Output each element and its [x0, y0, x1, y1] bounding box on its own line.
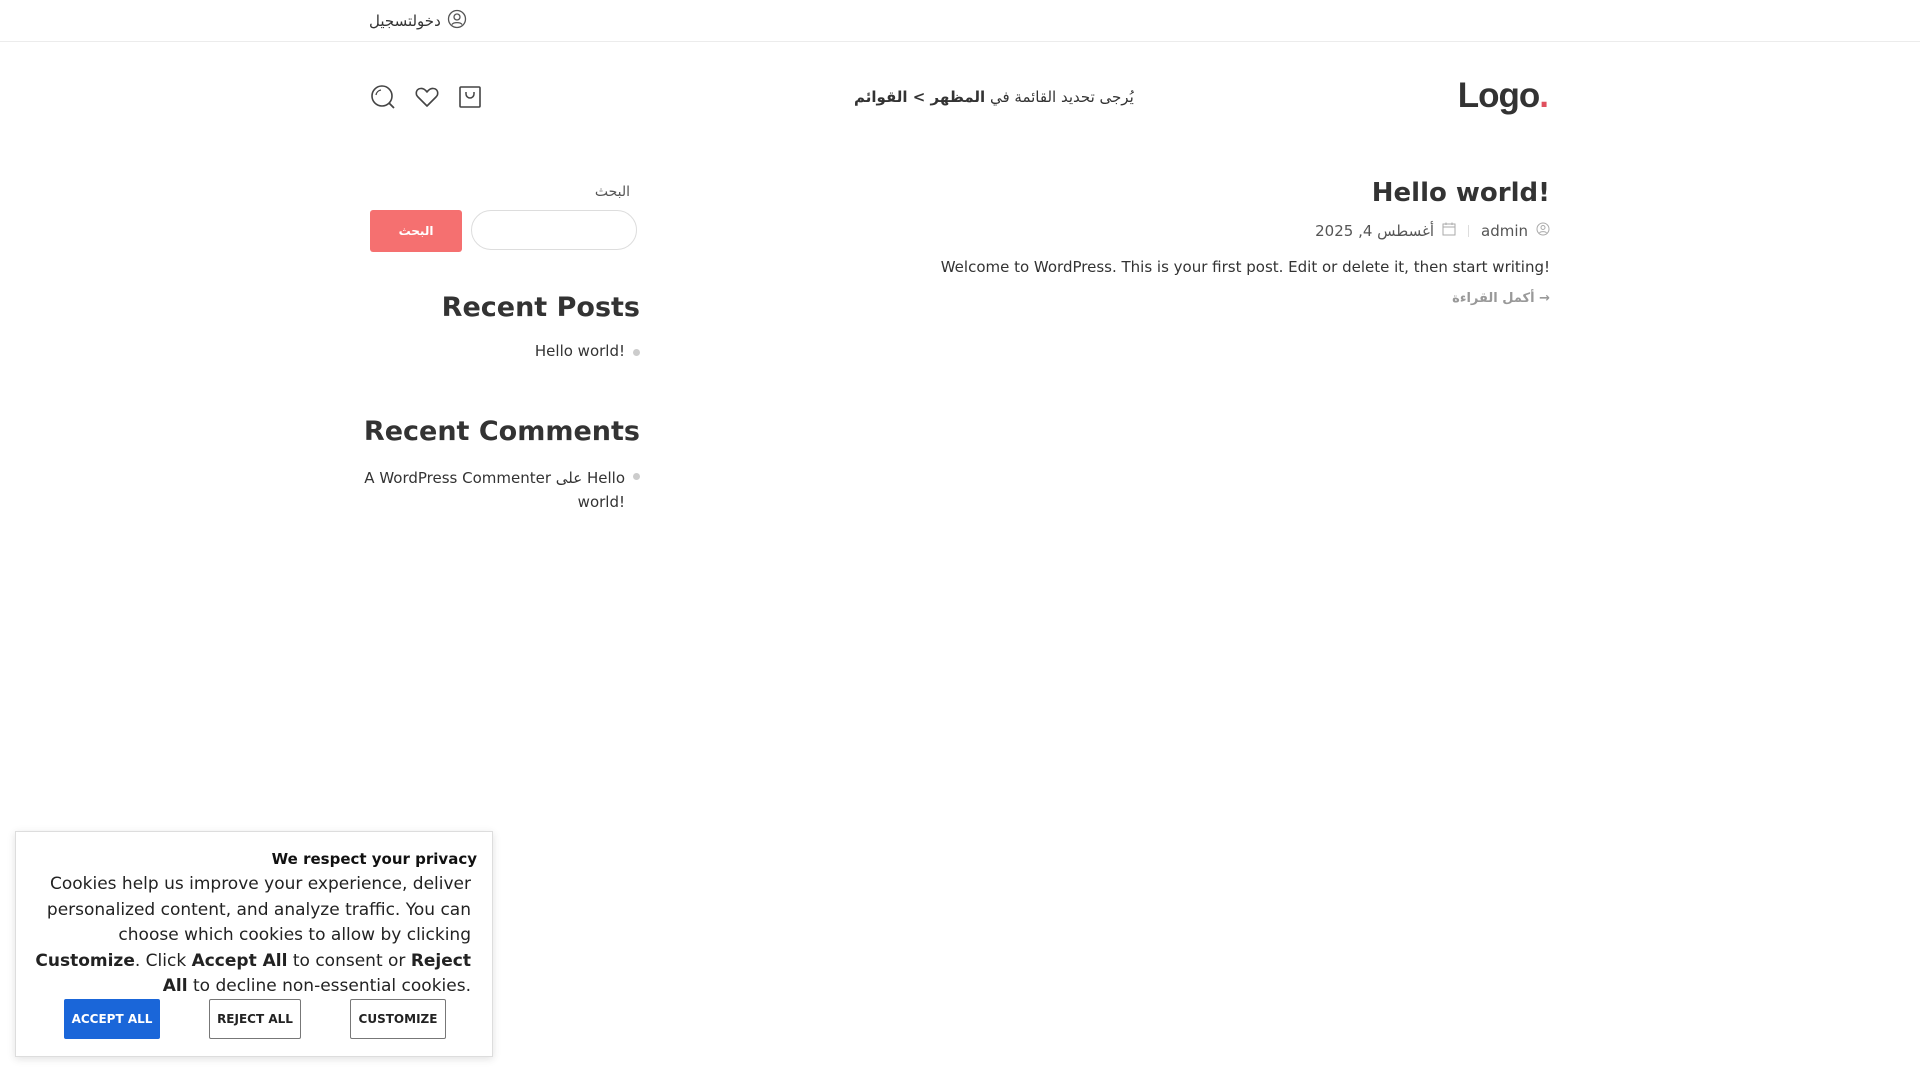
- search-label: البحث: [594, 184, 630, 200]
- list-bullet: [633, 473, 640, 480]
- recent-comment-item[interactable]: [364, 466, 640, 514]
- read-more-link[interactable]: → أكمل القراءة: [1452, 291, 1550, 306]
- search-input[interactable]: [471, 210, 637, 250]
- search-button[interactable]: البحث: [370, 210, 462, 252]
- recent-comments-title: Recent Comments: [363, 416, 640, 447]
- accept-all-button[interactable]: ACCEPT ALL: [64, 999, 160, 1039]
- search-icon-button[interactable]: [370, 84, 396, 110]
- menu-notice: [854, 88, 1134, 106]
- top-bar: [0, 0, 1920, 42]
- cart-bag-icon[interactable]: [457, 84, 483, 110]
- list-bullet: [633, 349, 640, 356]
- cookie-body-4: to decline non-essential cookies.: [187, 976, 471, 996]
- cookie-consent-banner: [15, 831, 493, 1057]
- recent-posts-title: Recent Posts: [441, 292, 640, 323]
- recent-post-link[interactable]: Hello world!: [534, 342, 625, 360]
- recent-post-item[interactable]: [535, 342, 640, 360]
- menu-notice-path: المظهر > القوائم: [854, 88, 986, 106]
- recent-comment-line2: world!: [577, 493, 625, 511]
- recent-comment-text[interactable]: [364, 466, 625, 514]
- cookie-body-reject: Reject All: [162, 950, 471, 996]
- customize-button[interactable]: CUSTOMIZE: [350, 999, 446, 1039]
- cookie-body-3: to consent or: [287, 950, 411, 971]
- wishlist-heart-icon[interactable]: [414, 84, 440, 110]
- login-label: دخولتسجيل: [369, 12, 441, 30]
- logo-dot: .: [1539, 76, 1548, 115]
- post-author[interactable]: admin: [1481, 222, 1528, 240]
- post-date: أغسطس 4, 2025: [1315, 222, 1434, 240]
- site-logo[interactable]: [1458, 76, 1548, 116]
- cookie-body-1: Cookies help us improve your experience, deliver personalized content, and analyze traffic. You can choose which cookies to allow by clicking: [46, 874, 471, 945]
- user-icon: [447, 9, 467, 33]
- reject-all-button[interactable]: REJECT ALL: [209, 999, 301, 1039]
- post-meta: [1315, 222, 1550, 240]
- meta-divider: [1468, 225, 1469, 237]
- recent-comment-line1: A WordPress Commenter على Hello: [364, 469, 625, 487]
- cookie-title: We respect your privacy: [271, 850, 477, 868]
- calendar-icon: [1442, 222, 1456, 240]
- post-title[interactable]: Hello world!: [1371, 178, 1550, 208]
- cookie-body-customize: Customize: [35, 950, 135, 971]
- author-icon: [1536, 222, 1550, 240]
- cookie-description: [31, 872, 471, 1000]
- menu-notice-prefix: يُرجى تحديد القائمة في: [985, 88, 1134, 106]
- cookie-body-accept: Accept All: [191, 950, 288, 971]
- post-excerpt: Welcome to WordPress. This is your first post. Edit or delete it, then start writing!: [940, 258, 1550, 276]
- cookie-body-2: . Click: [134, 950, 192, 971]
- login-register-link[interactable]: [369, 10, 467, 32]
- logo-text: Logo: [1457, 76, 1540, 115]
